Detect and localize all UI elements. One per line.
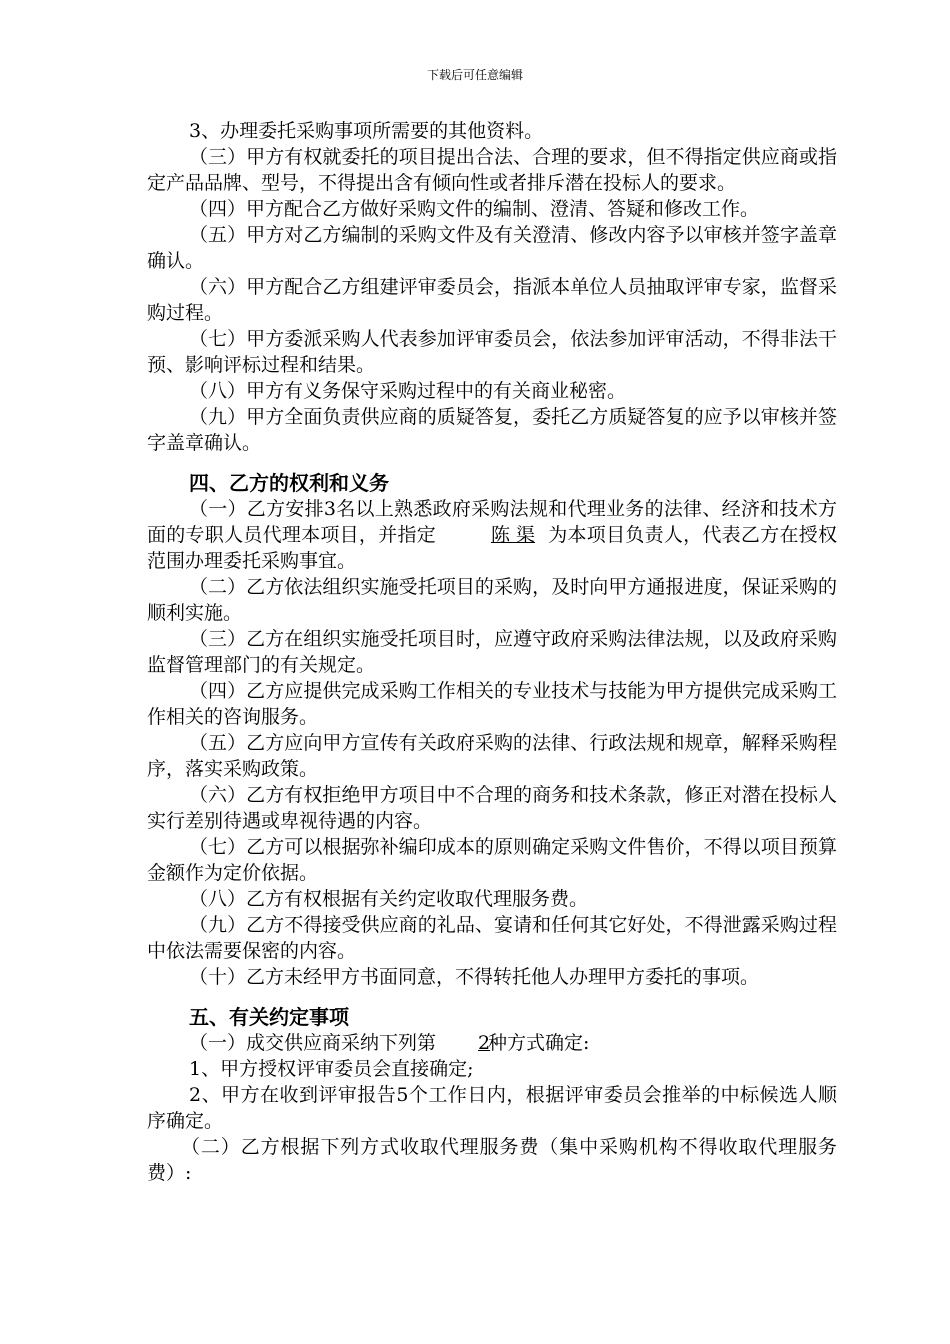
paragraph — [147, 496, 837, 574]
paragraph: 1、甲方授权评审委员会直接确定; — [189, 1058, 474, 1080]
paragraph: （九）甲方全面负责供应商的质疑答复，委托乙方质疑答复的应予以审核并签字盖章确认。 — [147, 406, 837, 454]
paragraph-text: 种方式确定: — [488, 1032, 590, 1054]
paragraph: （九）乙方不得接受供应商的礼品、宴请和任何其它好处，不得泄露采购过程中依法需要保密的内容。 — [147, 914, 837, 962]
paragraph: （六）甲方配合乙方组建评审委员会，指派本单位人员抽取评审专家，监督采购过程。 — [147, 276, 837, 324]
paragraph: （二）乙方根据下列方式收取代理服务费（集中采购机构不得收取代理服务费）: — [147, 1136, 837, 1184]
paragraph-text: （一）成交供应商采纳下列第 — [189, 1032, 437, 1054]
paragraph: （四）甲方配合乙方做好采购文件的编制、澄清、答疑和修改工作。 — [189, 198, 760, 220]
paragraph: （四）乙方应提供完成采购工作相关的专业技术与技能为甲方提供完成采购工作相关的咨询服务。 — [147, 680, 837, 728]
paragraph: （七）乙方可以根据弥补编印成本的原则确定采购文件售价，不得以项目预算金额作为定价依据。 — [147, 836, 837, 884]
paragraph-text: 为本项目负责人，代表乙方在授权范围办理委托采购事宜。 — [147, 524, 837, 572]
method-number: 2 — [478, 1032, 491, 1054]
paragraph: （三）乙方在组织实施受托项目时，应遵守政府采购法律法规，以及政府采购监督管理部门的有关规定。 — [147, 628, 837, 676]
paragraph — [147, 1030, 837, 1056]
paragraph: （十）乙方未经甲方书面同意，不得转托他人办理甲方委托的事项。 — [189, 966, 760, 988]
section-heading: 五、有关约定事项 — [189, 1005, 349, 1029]
paragraph: （八）甲方有义务保守采购过程中的有关商业秘密。 — [189, 380, 627, 402]
responsible-person-name: 陈 渠 — [490, 524, 536, 546]
section-heading: 四、乙方的权利和义务 — [189, 471, 389, 495]
paragraph: （六）乙方有权拒绝甲方项目中不合理的商务和技术条款，修正对潜在投标人实行差别待遇或卑视待遇的内容。 — [147, 784, 837, 832]
paragraph: 3、办理委托采购事项所需要的其他资料。 — [189, 120, 544, 142]
paragraph: （五）乙方应向甲方宣传有关政府采购的法律、行政法规和规章，解释采购程序，落实采购政策。 — [147, 732, 837, 780]
paragraph: （三）甲方有权就委托的项目提出合法、合理的要求，但不得指定供应商或指定产品品牌、型号，不得提出含有倾向性或者排斥潜在投标人的要求。 — [147, 146, 837, 194]
paragraph: （八）乙方有权根据有关约定收取代理服务费。 — [189, 888, 589, 910]
paragraph: 2、甲方在收到评审报告5个工作日内，根据评审委员会推举的中标候选人顺序确定。 — [147, 1084, 837, 1132]
paragraph-text: （一）乙方安排3名以上熟悉政府采购法规和代理业务的法律、经济和技术方面的专职人员代理本项目，并指定 — [147, 498, 837, 546]
paragraph: （二）乙方依法组织实施受托项目的采购，及时向甲方通报进度，保证采购的顺利实施。 — [147, 576, 837, 624]
page-header: 下载后可任意编辑 — [426, 68, 523, 82]
document-body — [147, 118, 837, 1186]
paragraph: （七）甲方委派采购人代表参加评审委员会，依法参加评审活动，不得非法干预、影响评标过程和结果。 — [147, 328, 837, 376]
paragraph: （五）甲方对乙方编制的采购文件及有关澄清、修改内容予以审核并签字盖章确认。 — [147, 224, 837, 272]
